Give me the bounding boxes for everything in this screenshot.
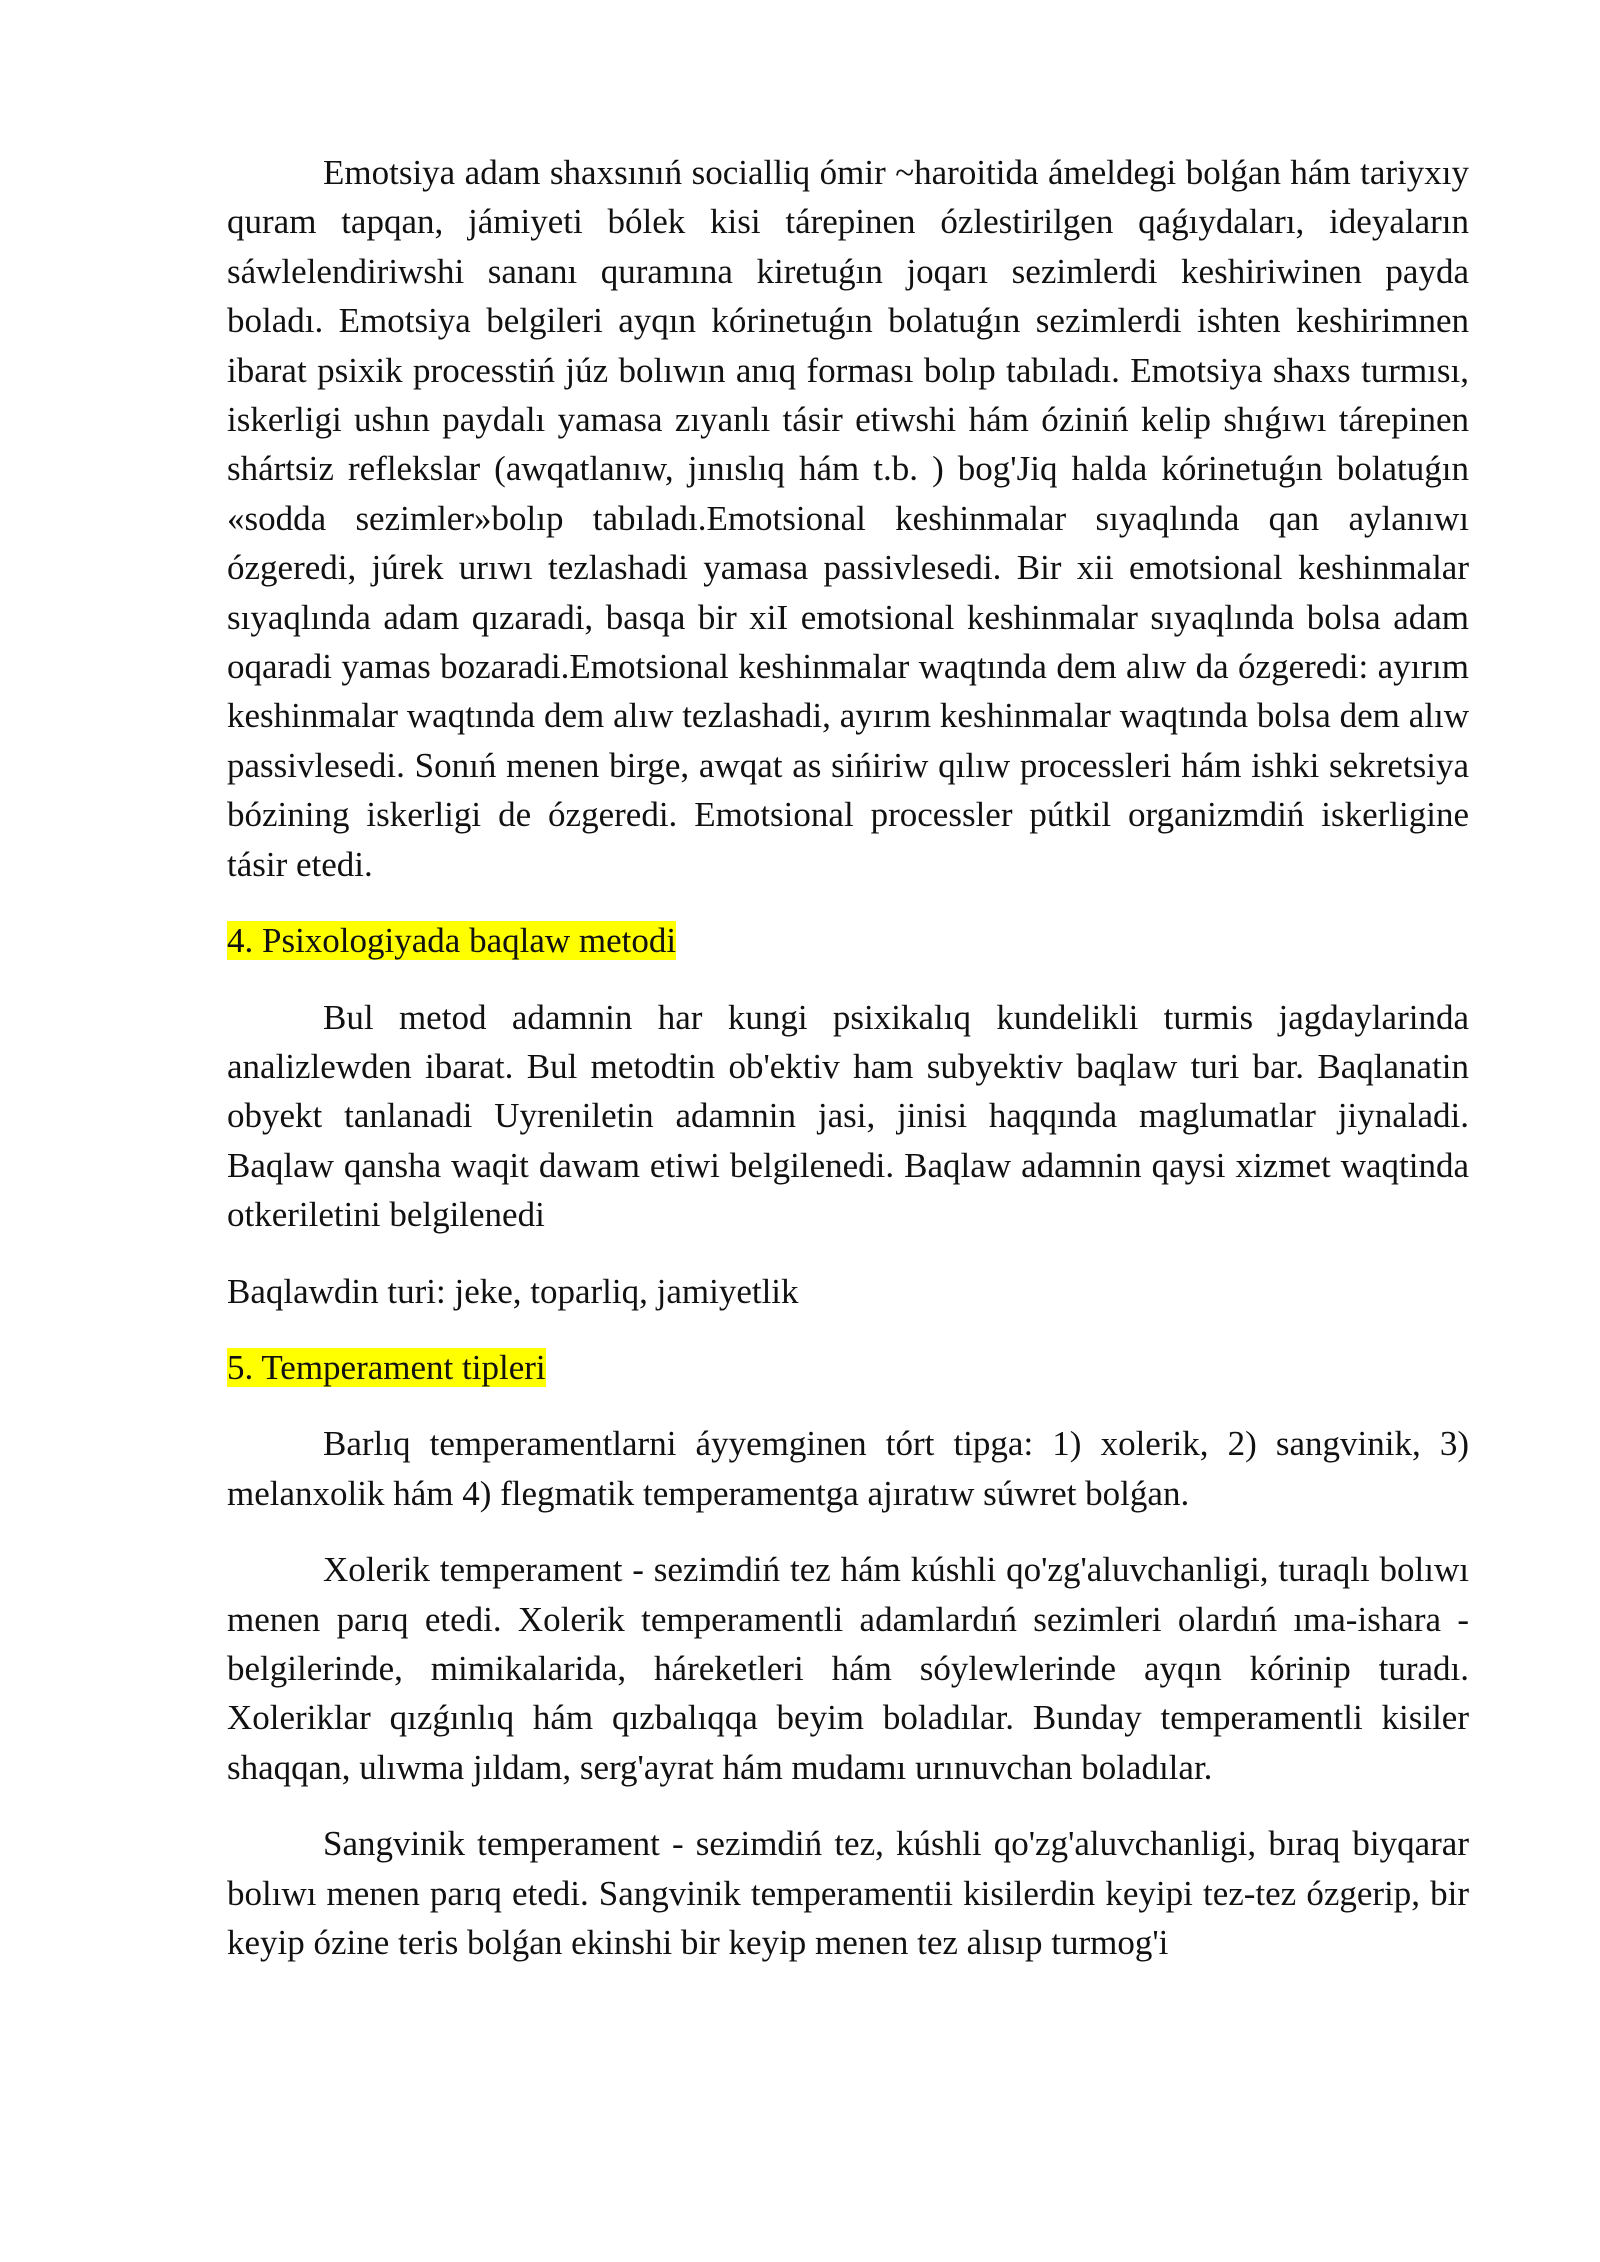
- paragraph-temperament-tipleri: Barlıq temperamentlarni áyyemginen tórt tipga: 1) xolerik, 2) sangvinik, 3) melanxolik hám 4) flegmatik temperamentga ajıratıw súwret bolǵan.: [227, 1424, 1469, 1513]
- paragraph-emotsiya: Emotsiya adam shaxsınıń socialliq ómir ~haroitida ámeldegi bolǵan hám tariyxıy quram tapqan, jámiyeti bólek kisi tárepinen ózlestirilgen qaǵıydaları, ideyaların sáwlelendiriwshi sananı quramına kiretuǵın joqarı sezimlerdi keshiriwinen payda boladı. Emotsiya belgileri ayqın kórinetuǵın bolatuǵın sezimlerdi ishten keshirimnen ibarat psixik processtiń júz bolıwın anıq forması bolıp tabıladı. Emotsiya shaxs turmısı, iskerligi ushın paydalı yamasa zıyanlı tásir etiwshi hám óziniń kelip shıǵıwı tárepinen shártsiz reflekslar (awqatlanıw, jınıslıq hám t.b. ) bog'Jiq halda kórinetuǵın bolatuǵın «sodda sezimler»bolıp tabıladı.Emotsional keshinmalar sıyaqlında qan aylanıwı ózgeredi, júrek urıwı tezlashadi yamasa passivlesedi. Bir xii emotsional keshinmalar sıyaqlında adam qızaradi, basqa bir xiI emotsional keshinmalar sıyaqlında bolsa adam oqaradi yamas bozaradi.Emotsional keshinmalar waqtında dem alıw da ózgeredi: ayırım keshinmalar waqtında dem alıw tezlashadi, ayırım keshinmalar waqtında bolsa dem alıw passivlesedi. Sonıń menen birge, awqat as sińiriw qılıw processleri hám ishki sekretsiya bózining iskerligi de ózgeredi. Emotsional processler pútkil organizmdiń iskerligine tásir etedi.: [227, 153, 1469, 884]
- paragraph-xolerik: Xolerik temperament - sezimdiń tez hám kúshli qo'zg'aluvchanligi, turaqlı bolıwı menen parıq etedi. Xolerik temperamentli adamlardıń sezimleri olardıń ıma-ishara -belgilerinde, mimikalarida, háreketleri hám sóylewlerinde ayqın kórinip turadı. Xoleriklar qızǵınlıq hám qızbalıqqa beyim boladılar. Bunday temperamentli kisiler shaqqan, ulıwma jıldam, serg'ayrat hám mudamı urınuvchan boladılar.: [227, 1550, 1469, 1787]
- section-heading-4: [227, 916, 1469, 965]
- document-page: [227, 148, 1469, 1994]
- heading-5-text: 5. Temperament tipleri: [227, 1347, 546, 1387]
- paragraph-sangvinik: Sangvinik temperament - sezimdiń tez, kúshli qo'zg'aluvchanligi, bıraq biyqarar bolıwı menen parıq etedi. Sangvinik temperamentii kisilerdin keyipi tez-tez ózgerip, bir keyip ózine teris bolǵan ekinshi bir keyip menen tez alısıp turmog'i: [227, 1824, 1469, 1962]
- paragraph-baqlaw-metodi: Bul metod adamnin har kungi psixikalıq kundelikli turmis jagdaylarinda analizlewden ibarat. Bul metodtin ob'ektiv ham subyektiv baqlaw turi bar. Baqlanatin obyekt tanlanadi Uyreniletin adamnin jasi, jinisi haqqında maglumatlar jiynaladi. Baqlaw qansha waqit dawam etiwi belgilenedi. Baqlaw adamnin qaysi xizmet waqtinda otkeriletini belgilenedi: [227, 997, 1469, 1235]
- paragraph-baqlaw-turi: Baqlawdin turi: jeke, toparliq, jamiyetlik: [227, 1271, 799, 1311]
- section-heading-5: [227, 1343, 1469, 1392]
- heading-4-text: 4. Psixologiyada baqlaw metodi: [227, 921, 677, 961]
